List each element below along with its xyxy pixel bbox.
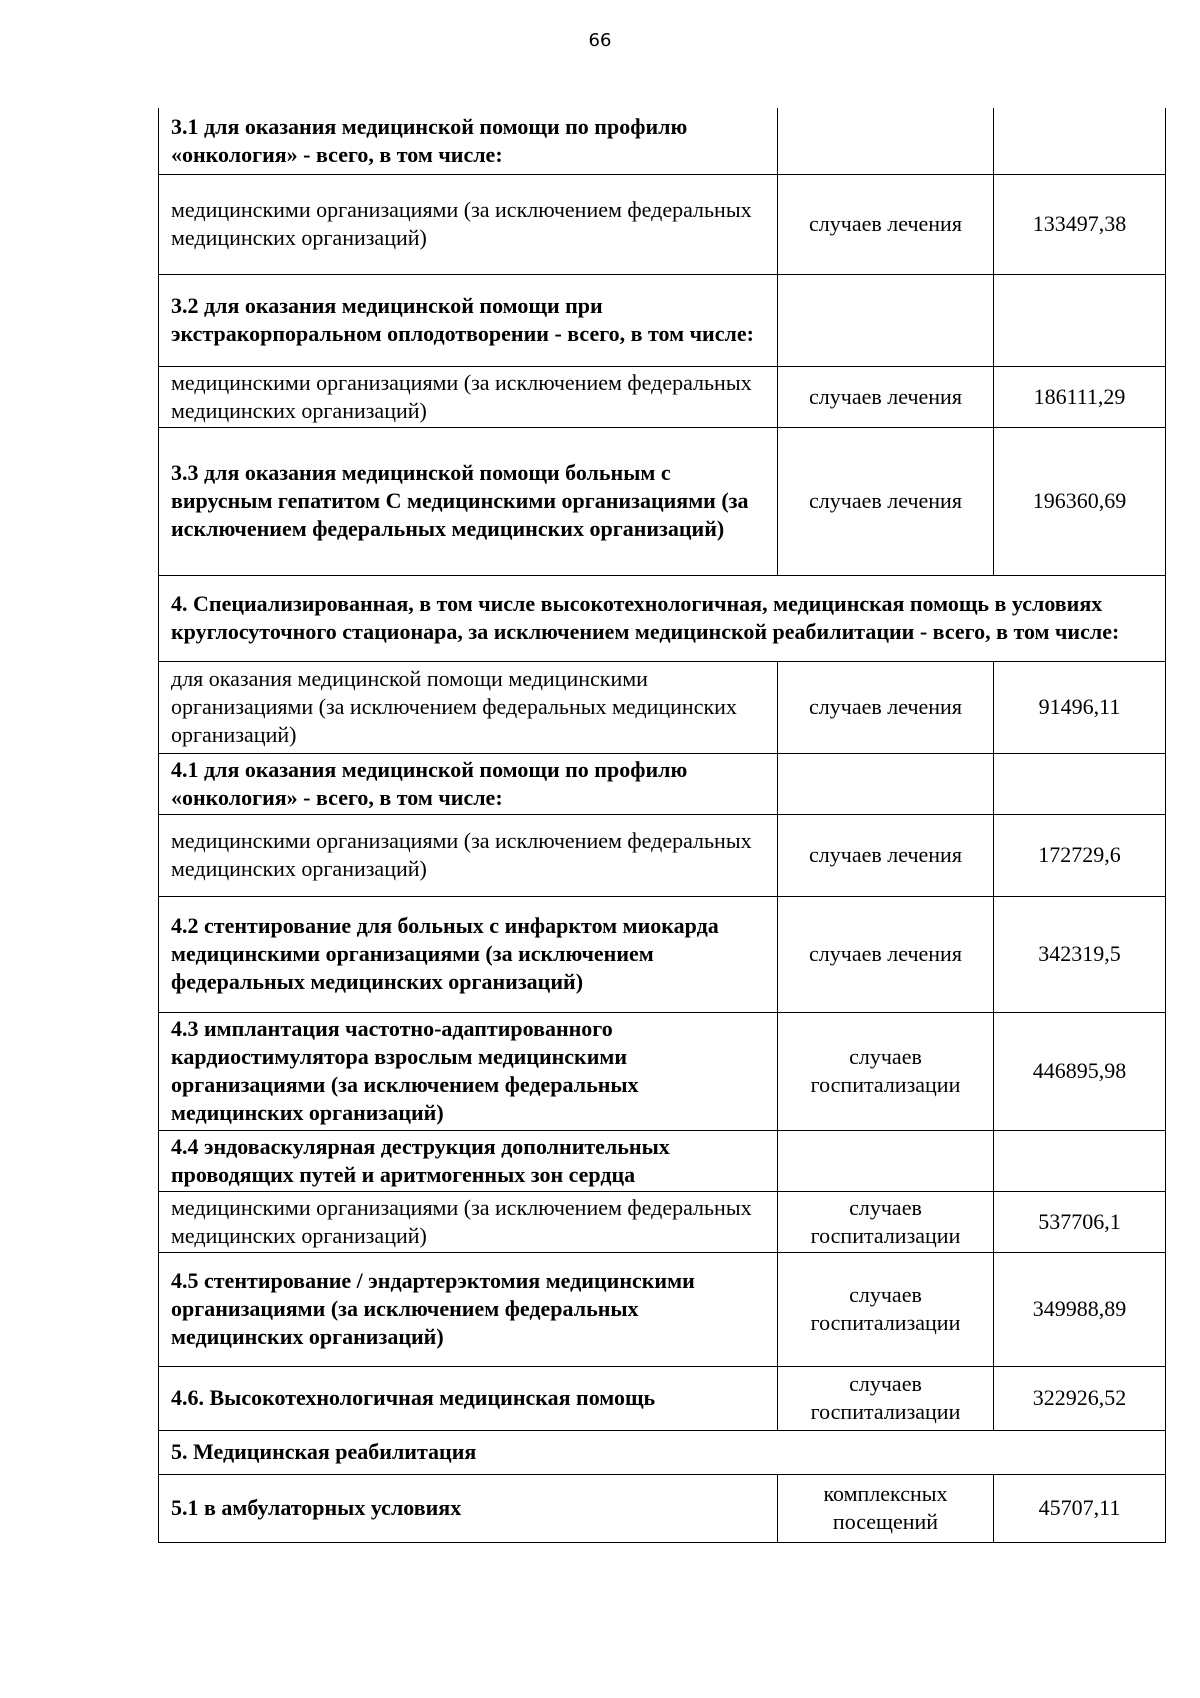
row-description: медицинскими организациями (за исключением федеральных медицинских организаций) bbox=[159, 1191, 778, 1252]
row-unit: случаев госпитализации bbox=[778, 1191, 994, 1252]
row-value: 196360,69 bbox=[994, 427, 1166, 575]
row-value: 172729,6 bbox=[994, 814, 1166, 896]
row-value bbox=[994, 108, 1166, 174]
row-value: 537706,1 bbox=[994, 1191, 1166, 1252]
section-row bbox=[159, 1430, 1166, 1474]
table-row bbox=[159, 1252, 1166, 1366]
row-unit: случаев лечения bbox=[778, 366, 994, 427]
table-row bbox=[159, 896, 1166, 1012]
row-value bbox=[994, 1130, 1166, 1191]
table-row bbox=[159, 1474, 1166, 1542]
table-row bbox=[159, 1130, 1166, 1191]
row-description: 3.1 для оказания медицинской помощи по профилю «онкология» - всего, в том числе: bbox=[159, 108, 778, 174]
table-row bbox=[159, 1012, 1166, 1130]
table-row bbox=[159, 427, 1166, 575]
section-heading: 5. Медицинская реабилитация bbox=[159, 1430, 1166, 1474]
row-value: 446895,98 bbox=[994, 1012, 1166, 1130]
row-unit: случаев лечения bbox=[778, 896, 994, 1012]
table-row bbox=[159, 753, 1166, 814]
tariff-table bbox=[158, 108, 1166, 1543]
row-description: 4.2 стентирование для больных с инфарктом миокарда медицинскими организациями (за исключением федеральных медицинских организаций) bbox=[159, 896, 778, 1012]
row-unit: комплексных посещений bbox=[778, 1474, 994, 1542]
row-unit: случаев госпитализации bbox=[778, 1366, 994, 1430]
row-description: 4.6. Высокотехнологичная медицинская помощь bbox=[159, 1366, 778, 1430]
row-description: 5.1 в амбулаторных условиях bbox=[159, 1474, 778, 1542]
row-description: 3.3 для оказания медицинской помощи больным с вирусным гепатитом С медицинскими организациями (за исключением федеральных медицинских организаций) bbox=[159, 427, 778, 575]
row-unit: случаев лечения bbox=[778, 661, 994, 753]
table-row bbox=[159, 108, 1166, 174]
row-value: 91496,11 bbox=[994, 661, 1166, 753]
row-description: медицинскими организациями (за исключением федеральных медицинских организаций) bbox=[159, 366, 778, 427]
row-description: 4.1 для оказания медицинской помощи по профилю «онкология» - всего, в том числе: bbox=[159, 753, 778, 814]
table-row bbox=[159, 1366, 1166, 1430]
section-row bbox=[159, 575, 1166, 661]
section-heading: 4. Специализированная, в том числе высокотехнологичная, медицинская помощь в условиях круглосуточного стационара, за исключением медицинской реабилитации - всего, в том числе: bbox=[159, 575, 1166, 661]
row-value: 322926,52 bbox=[994, 1366, 1166, 1430]
row-description: 4.3 имплантация частотно-адаптированного кардиостимулятора взрослым медицинскими организациями (за исключением федеральных медицинских организаций) bbox=[159, 1012, 778, 1130]
row-unit bbox=[778, 108, 994, 174]
row-unit: случаев госпитализации bbox=[778, 1012, 994, 1130]
row-unit: случаев госпитализации bbox=[778, 1252, 994, 1366]
row-unit: случаев лечения bbox=[778, 174, 994, 274]
row-description: 3.2 для оказания медицинской помощи при экстракорпоральном оплодотворении - всего, в том числе: bbox=[159, 274, 778, 366]
row-value bbox=[994, 274, 1166, 366]
row-value: 186111,29 bbox=[994, 366, 1166, 427]
row-description: медицинскими организациями (за исключением федеральных медицинских организаций) bbox=[159, 174, 778, 274]
table-row bbox=[159, 814, 1166, 896]
row-unit bbox=[778, 753, 994, 814]
table-row bbox=[159, 174, 1166, 274]
row-description: для оказания медицинской помощи медицинскими организациями (за исключением федеральных медицинских организаций) bbox=[159, 661, 778, 753]
table-row bbox=[159, 274, 1166, 366]
row-value: 45707,11 bbox=[994, 1474, 1166, 1542]
row-description: 4.4 эндоваскулярная деструкция дополнительных проводящих путей и аритмогенных зон сердца bbox=[159, 1130, 778, 1191]
row-value: 133497,38 bbox=[994, 174, 1166, 274]
row-unit: случаев лечения bbox=[778, 427, 994, 575]
table-row bbox=[159, 366, 1166, 427]
page-number: 66 bbox=[588, 30, 612, 51]
row-unit bbox=[778, 1130, 994, 1191]
row-value bbox=[994, 753, 1166, 814]
table-row bbox=[159, 1191, 1166, 1252]
row-value: 349988,89 bbox=[994, 1252, 1166, 1366]
row-unit: случаев лечения bbox=[778, 814, 994, 896]
row-unit bbox=[778, 274, 994, 366]
table-row bbox=[159, 661, 1166, 753]
row-description: медицинскими организациями (за исключением федеральных медицинских организаций) bbox=[159, 814, 778, 896]
row-value: 342319,5 bbox=[994, 896, 1166, 1012]
row-description: 4.5 стентирование / эндартерэктомия медицинскими организациями (за исключением федеральных медицинских организаций) bbox=[159, 1252, 778, 1366]
